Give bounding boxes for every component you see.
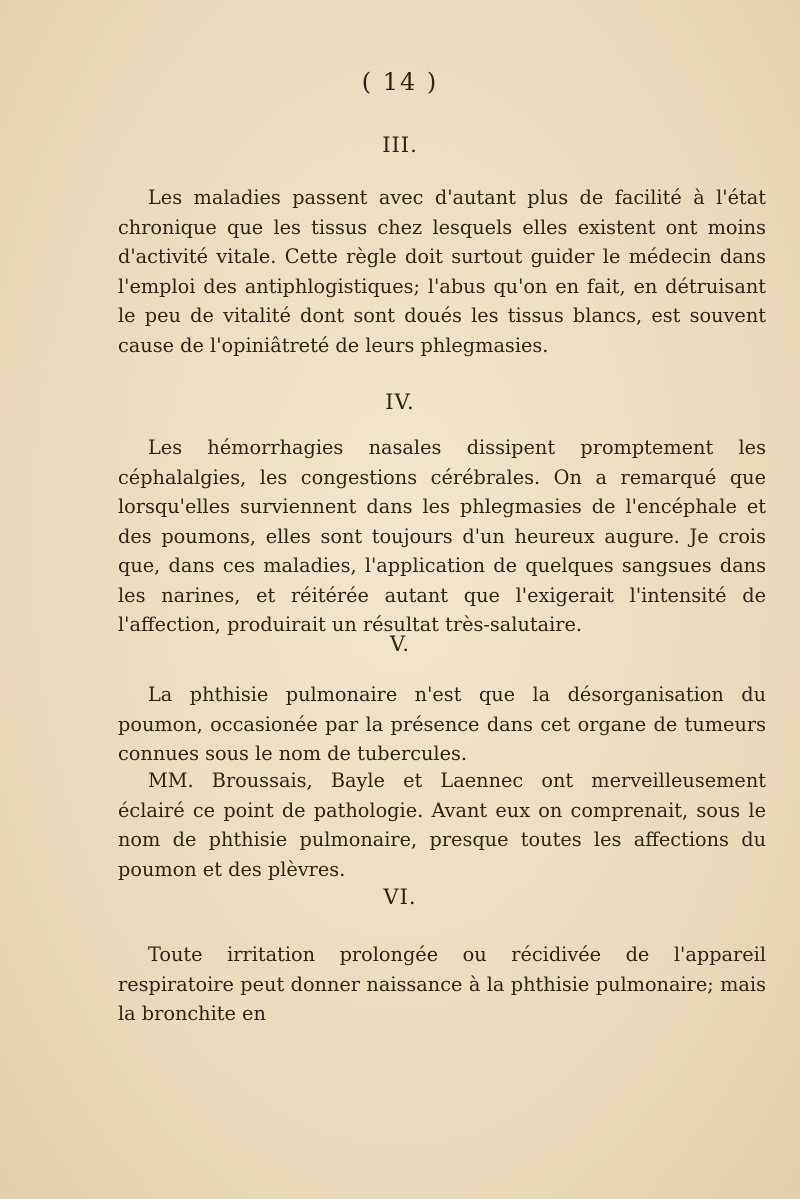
section-heading-iv: IV. — [385, 390, 415, 414]
section-vi-paragraph — [118, 940, 766, 1029]
section-heading-v: V. — [389, 632, 411, 656]
section-iv-paragraph — [118, 433, 766, 640]
section-heading-iii: III. — [382, 133, 418, 157]
paragraph-text: Les hémorrhagies nasales dissipent promptement les céphalalgies, les congestions cérébrales. On a remarqué que lorsqu'elles surviennent dans les phlegmasies de l'encéphale et des poumons, elles sont toujours d'un heureux augure. Je crois que, dans ces maladies, l'application de quelques sangsues dans les narines, et réitérée autant que l'exigerait l'intensité de l'affection, produirait un résultat très-salutaire. — [118, 436, 766, 636]
page-number: ( 14 ) — [361, 68, 439, 96]
paragraph-text: Les maladies passent avec d'autant plus de facilité à l'état chronique que les tissus chez lesquels elles existent ont moins d'activité vitale. Cette règle doit surtout guider le médecin dans l'emploi des antiphlogistiques; l'abus qu'on en fait, en détruisant le peu de vitalité dont sont doués les tissus blancs, est souvent cause de l'opiniâtreté de leurs phlegmasies. — [118, 186, 766, 357]
section-v-paragraph-1 — [118, 680, 766, 769]
section-heading-vi: VI. — [383, 885, 417, 909]
paragraph-text: Toute irritation prolongée ou récidivée de l'appareil respiratoire peut donner naissance à la phthisie pulmonaire; mais la bronchite en — [118, 943, 766, 1025]
section-v-paragraph-2 — [118, 766, 766, 884]
paragraph-text: MM. Broussais, Bayle et Laennec ont merveilleusement éclairé ce point de pathologie. Avant eux on comprenait, sous le nom de phthisie pulmonaire, presque toutes les affections du poumon et des plèvres. — [118, 769, 766, 881]
section-iii-paragraph — [118, 183, 766, 360]
paragraph-text: La phthisie pulmonaire n'est que la désorganisation du poumon, occasionée par la présence dans cet organe de tumeurs connues sous le nom de tubercules. — [118, 683, 766, 765]
